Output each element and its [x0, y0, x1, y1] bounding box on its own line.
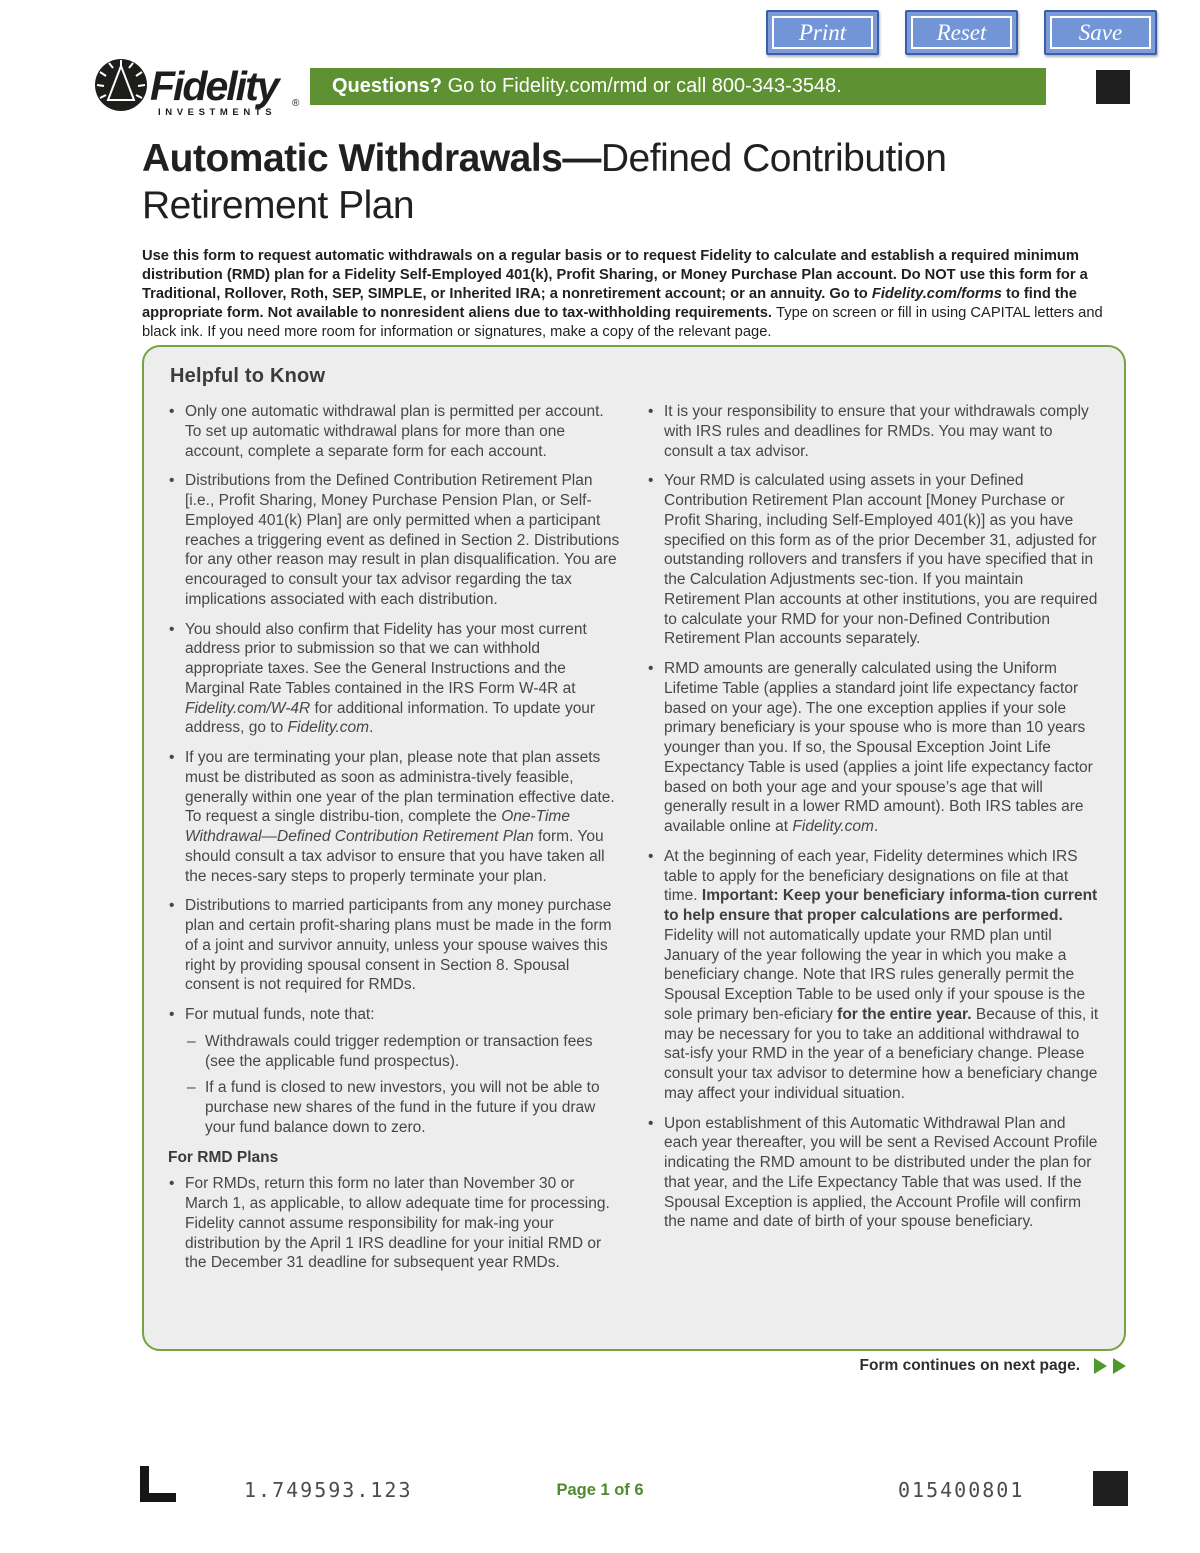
- bullet-item: • Upon establishment of this Automatic Withdrawal Plan and each year thereafter, you will be sent a Revised Account Profile indicating the RMD amount to be distributed under the plan for that year, and the Life Expectancy Table that was used. If the Spousal Exception is applied, the Account Profile will confirm the name and date of birth of your spouse beneficiary.: [647, 1114, 1100, 1233]
- bullet-item: • Your RMD is calculated using assets in your Defined Contribution Retirement Plan account [Money Purchase or Profit Sharing, including Self-Employed 401(k)] as you have specified on this form as of the prior December 31, adjusted for outstanding rollovers and transfers if you have specified that in the Calculation Adjustments sec-tion. If you maintain Retirement Plan accounts at other institutions, you are required to calculate your RMD for your non-Defined Contribution Retirement Plan accounts separately.: [647, 471, 1100, 649]
- intro-paragraph: Use this form to request automatic withdrawals on a regular basis or to request Fidelity to calculate and establish a required minimum distribution (RMD) plan for a Fidelity Self-Employed 401(k), Profit Sharing, or Money Purchase Plan account. Do NOT use this form for a Traditional, Rollover, Roth, SEP, SIMPLE, or Inherited IRA; a nonretirement account; or an annuity. Go to Fidelity.com/forms to find the appropriate form. Not available to nonresident aliens due to tax-withholding requirements. Type on screen or fill in using CAPITAL letters and black ink. If you need more room for information or signatures, make a copy of the relevant page.: [142, 248, 1103, 340]
- bullet-item: – If a fund is closed to new investors, you will not be able to purchase new shares of the fund in the future if you draw your fund balance down to zero.: [168, 1078, 621, 1137]
- print-button[interactable]: Print: [766, 10, 879, 55]
- page-title: Automatic Withdrawals—Defined Contribution Retirement Plan: [142, 137, 947, 227]
- svg-text:®: ®: [292, 98, 300, 109]
- document-number: 015400801: [898, 1478, 1025, 1502]
- save-button[interactable]: Save: [1044, 10, 1157, 55]
- registration-mark-top: [1096, 70, 1130, 104]
- svg-text:Fidelity: Fidelity: [150, 63, 278, 109]
- corner-registration-mark: [140, 1466, 176, 1502]
- helpful-box-heading: Helpful to Know: [170, 365, 326, 387]
- page-number-label: Page 1 of 6: [556, 1481, 644, 1499]
- helpful-right-column: [647, 402, 1100, 1283]
- bullet-item: • Only one automatic withdrawal plan is permitted per account. To set up automatic withdrawal plans for more than one account, complete a separate form for each account.: [168, 402, 621, 461]
- helpful-to-know-box: [142, 345, 1126, 1351]
- next-page-arrow-icon: [1094, 1358, 1107, 1374]
- bullet-item: • For mutual funds, note that:: [168, 1005, 621, 1025]
- bullet-item: • Distributions to married participants from any money purchase plan and certain profit-sharing plans must be made in the form of a joint and survivor annuity, unless your spouse waives this right by providing spousal consent in Section 8. Spousal consent is not required for RMDs.: [168, 896, 621, 995]
- fidelity-logo: [92, 56, 307, 118]
- bullet-item: – Withdrawals could trigger redemption or transaction fees (see the applicable fund prospectus).: [168, 1032, 621, 1072]
- bullet-item: • If you are terminating your plan, please note that plan assets must be distributed as soon as administra-tively feasible, generally within one year of the plan termination effective date. To request a single distribu-tion, complete the One-Time Withdrawal—Defined Contribution Retirement Plan form. You should consult a tax advisor to ensure that you have taken all the neces-sary steps to properly terminate your plan.: [168, 748, 621, 886]
- form-continues-label: Form continues on next page.: [859, 1357, 1080, 1374]
- registration-mark-bottom: [1093, 1471, 1128, 1506]
- questions-banner: Questions? Go to Fidelity.com/rmd or call 800-343-3548.: [310, 68, 1046, 105]
- bullet-item: • You should also confirm that Fidelity has your most current address prior to submission so that we can withhold appropriate taxes. See the General Instructions and the Marginal Rate Tables contained in the IRS Form W-4R at Fidelity.com/W-4R for additional information. To update your address, go to Fidelity.com.: [168, 620, 621, 739]
- helpful-left-column: [168, 402, 621, 1283]
- form-continues-note: [860, 1357, 1126, 1375]
- bullet-item: • For RMDs, return this form no later than November 30 or March 1, as applicable, to allow adequate time for processing. Fidelity cannot assume responsibility for mak-ing your distribution by the April 1 IRS deadline for your initial RMD or the December 31 deadline for subsequent year RMDs.: [168, 1174, 621, 1273]
- column-subheading: For RMD Plans: [168, 1148, 279, 1166]
- reset-button[interactable]: Reset: [905, 10, 1018, 55]
- bullet-item: • At the beginning of each year, Fidelity determines which IRS table to apply for the beneficiary designations on file at that time. Important: Keep your beneficiary informa-tion current to help ensure that proper calculations are performed. Fidelity will not automatically update your RMD plan until January of the year following the year in which you make a beneficiary change. Note that IRS rules generally permit the Spousal Exception Table to be used only if your spouse is the sole primary ben-eficiary for the entire year. Because of this, it may be necessary for you to take an additional withdrawal to sat-isfy your RMD in the year of a beneficiary change. Please consult your tax advisor to determine how a beneficiary change may affect your individual situation.: [647, 847, 1100, 1104]
- pdf-toolbar: [766, 10, 1157, 55]
- fidelity-pyramid-icon: [92, 56, 307, 118]
- helpful-box-columns: [168, 402, 1100, 1283]
- form-number: 1.749593.123: [244, 1478, 413, 1502]
- bullet-item: • Distributions from the Defined Contribution Retirement Plan [i.e., Profit Sharing, Money Purchase Pension Plan, or Self-Employed 401(k) Plan] are only permitted when a participant reaches a triggering event as defined in Section 2. Distributions for any other reason may result in plan disqualification. You are encouraged to consult your tax advisor regarding the tax implications associated with each distribution.: [168, 471, 621, 609]
- next-page-arrow-icon: [1113, 1358, 1126, 1374]
- bullet-item: • RMD amounts are generally calculated using the Uniform Lifetime Table (applies a standard joint life expectancy factor based on your age). The one exception applies if your sole primary beneficiary is your spouse who is more than 10 years younger than you. If so, the Spousal Exception Joint Life Expectancy Table is used (applies a joint life expectancy factor based on both your age and your spouse’s age that will generally result in a lower RMD amount). Both IRS tables are available online at Fidelity.com.: [647, 659, 1100, 837]
- bullet-item: • It is your responsibility to ensure that your withdrawals comply with IRS rules and deadlines for RMDs. You may want to consult a tax advisor.: [647, 402, 1100, 461]
- svg-text:INVESTMENTS: INVESTMENTS: [158, 107, 277, 118]
